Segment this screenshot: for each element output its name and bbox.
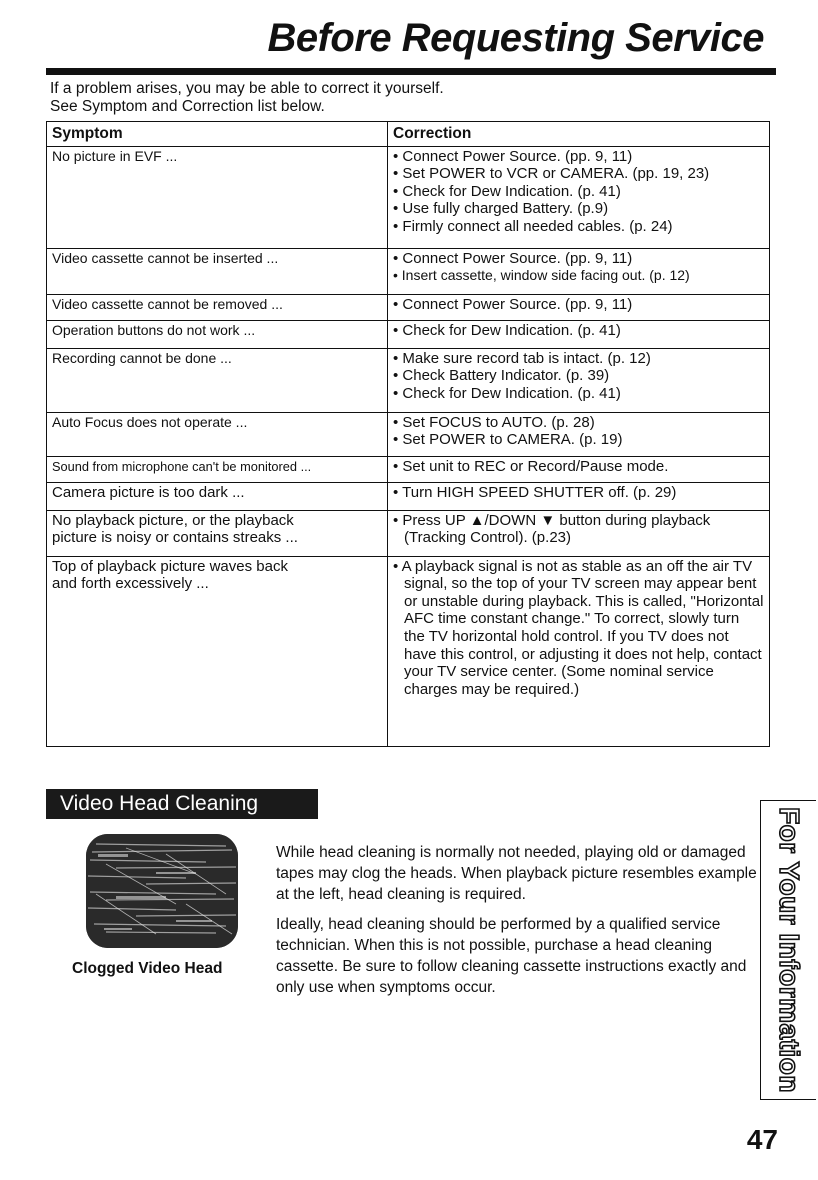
correction-item: • Check Battery Indicator. (p. 39): [393, 367, 610, 385]
table-row: [47, 482, 770, 510]
table-row: [47, 510, 770, 556]
correction-item: • Set FOCUS to AUTO. (p. 28): [393, 413, 595, 431]
symptom-text: and forth excessively ...: [52, 575, 209, 593]
table-row: [47, 456, 770, 482]
side-tab-for-your-information: [760, 800, 816, 1100]
table-row: [47, 556, 770, 746]
symptom-text: Auto Focus does not operate ...: [52, 413, 248, 430]
symptom-correction-table: [46, 121, 770, 747]
table-row: [47, 248, 770, 294]
correction-cell: [388, 294, 770, 320]
intro-text: [50, 80, 444, 116]
symptom-cell: [47, 482, 388, 510]
symptom-cell: [47, 248, 388, 294]
correction-item: • Insert cassette, window side facing out. (p. 12): [393, 267, 690, 284]
intro-line-1: If a problem arises, you may be able to correct it yourself.: [50, 80, 444, 97]
correction-item: • Connect Power Source. (pp. 9, 11): [393, 295, 633, 313]
clogged-video-head-image: [86, 834, 238, 948]
correction-item: • Set POWER to CAMERA. (p. 19): [393, 431, 623, 449]
intro-line-2: See Symptom and Correction list below.: [50, 98, 325, 115]
symptom-cell: [47, 456, 388, 482]
symptom-text: No picture in EVF ...: [52, 147, 178, 164]
symptom-text: Video cassette cannot be removed ...: [52, 295, 283, 312]
correction-item: • Press UP ▲/DOWN ▼ button during playback (Tracking Control). (p.23): [393, 511, 711, 547]
title-rule: [46, 68, 776, 75]
table-header-row: [47, 122, 770, 147]
cleaning-body: [276, 842, 768, 1007]
table-row: [47, 146, 770, 248]
symptom-text: Sound from microphone can't be monitored ...: [52, 458, 312, 474]
symptom-cell: [47, 294, 388, 320]
page-title: Before Requesting Service: [267, 16, 764, 60]
correction-cell: [388, 348, 770, 412]
image-caption: Clogged Video Head: [72, 960, 223, 977]
tv-static-illustration: [86, 834, 238, 948]
section-heading-video-head-cleaning: Video Head Cleaning: [46, 789, 318, 819]
correction-cell: [388, 510, 770, 556]
symptom-text: Top of playback picture waves back: [52, 557, 288, 575]
correction-cell: [388, 556, 770, 746]
correction-item: • Set POWER to VCR or CAMERA. (pp. 19, 23): [393, 165, 710, 183]
page-number: 47: [746, 1124, 778, 1155]
symptom-text: Recording cannot be done ...: [52, 349, 232, 366]
table-row: [47, 348, 770, 412]
table-row: [47, 294, 770, 320]
correction-item: • Check for Dew Indication. (p. 41): [393, 321, 621, 339]
correction-item: • A playback signal is not as stable as an off the air TV signal, so the top of your TV screen may appear bent or unstable during playback. This is called, "Horizontal AFC time constant change." To correct, slowly turn the TV horizontal hold control. If you TV does not have this control, or adjusting it does not help, contact your TV service center. (Some nominal service charges may be required.): [393, 557, 764, 698]
symptom-text: Video cassette cannot be inserted ...: [52, 249, 279, 266]
correction-item: • Connect Power Source. (pp. 9, 11): [393, 147, 633, 165]
correction-item: • Connect Power Source. (pp. 9, 11): [393, 249, 633, 267]
cleaning-paragraph-2: Ideally, head cleaning should be performed by a qualified service technician. When this is not possible, purchase a head cleaning cassette. Be sure to follow cleaning cassette instructions exactly and only use when symptoms occur.: [276, 916, 747, 996]
symptom-text: Camera picture is too dark ...: [52, 483, 245, 501]
correction-item: • Turn HIGH SPEED SHUTTER off. (p. 29): [393, 483, 677, 501]
side-tab-label: For Your Information: [773, 807, 805, 1093]
cleaning-paragraph-1: While head cleaning is normally not needed, playing old or damaged tapes may clog the heads. When playback picture resembles example at the left, head cleaning is required.: [276, 844, 757, 903]
correction-item: • Make sure record tab is intact. (p. 12): [393, 349, 651, 367]
correction-cell: [388, 146, 770, 248]
symptom-cell: [47, 348, 388, 412]
correction-cell: [388, 320, 770, 348]
symptom-text: No playback picture, or the playback: [52, 511, 294, 529]
correction-cell: [388, 482, 770, 510]
correction-item: • Check for Dew Indication. (p. 41): [393, 384, 621, 402]
symptom-cell: [47, 556, 388, 746]
correction-item: • Check for Dew Indication. (p. 41): [393, 182, 621, 200]
symptom-column-header: Symptom: [47, 122, 388, 147]
symptom-cell: [47, 510, 388, 556]
correction-item: • Use fully charged Battery. (p.9): [393, 200, 609, 218]
correction-item: • Firmly connect all needed cables. (p. 24): [393, 217, 673, 235]
symptom-text: Operation buttons do not work ...: [52, 321, 256, 338]
table-row: [47, 320, 770, 348]
correction-item: • Set unit to REC or Record/Pause mode.: [393, 457, 669, 475]
correction-cell: [388, 456, 770, 482]
symptom-text: picture is noisy or contains streaks ...: [52, 529, 298, 547]
symptom-cell: [47, 320, 388, 348]
symptom-cell: [47, 146, 388, 248]
correction-column-header: Correction: [388, 122, 770, 147]
table-row: [47, 412, 770, 456]
correction-cell: [388, 412, 770, 456]
symptom-cell: [47, 412, 388, 456]
correction-cell: [388, 248, 770, 294]
